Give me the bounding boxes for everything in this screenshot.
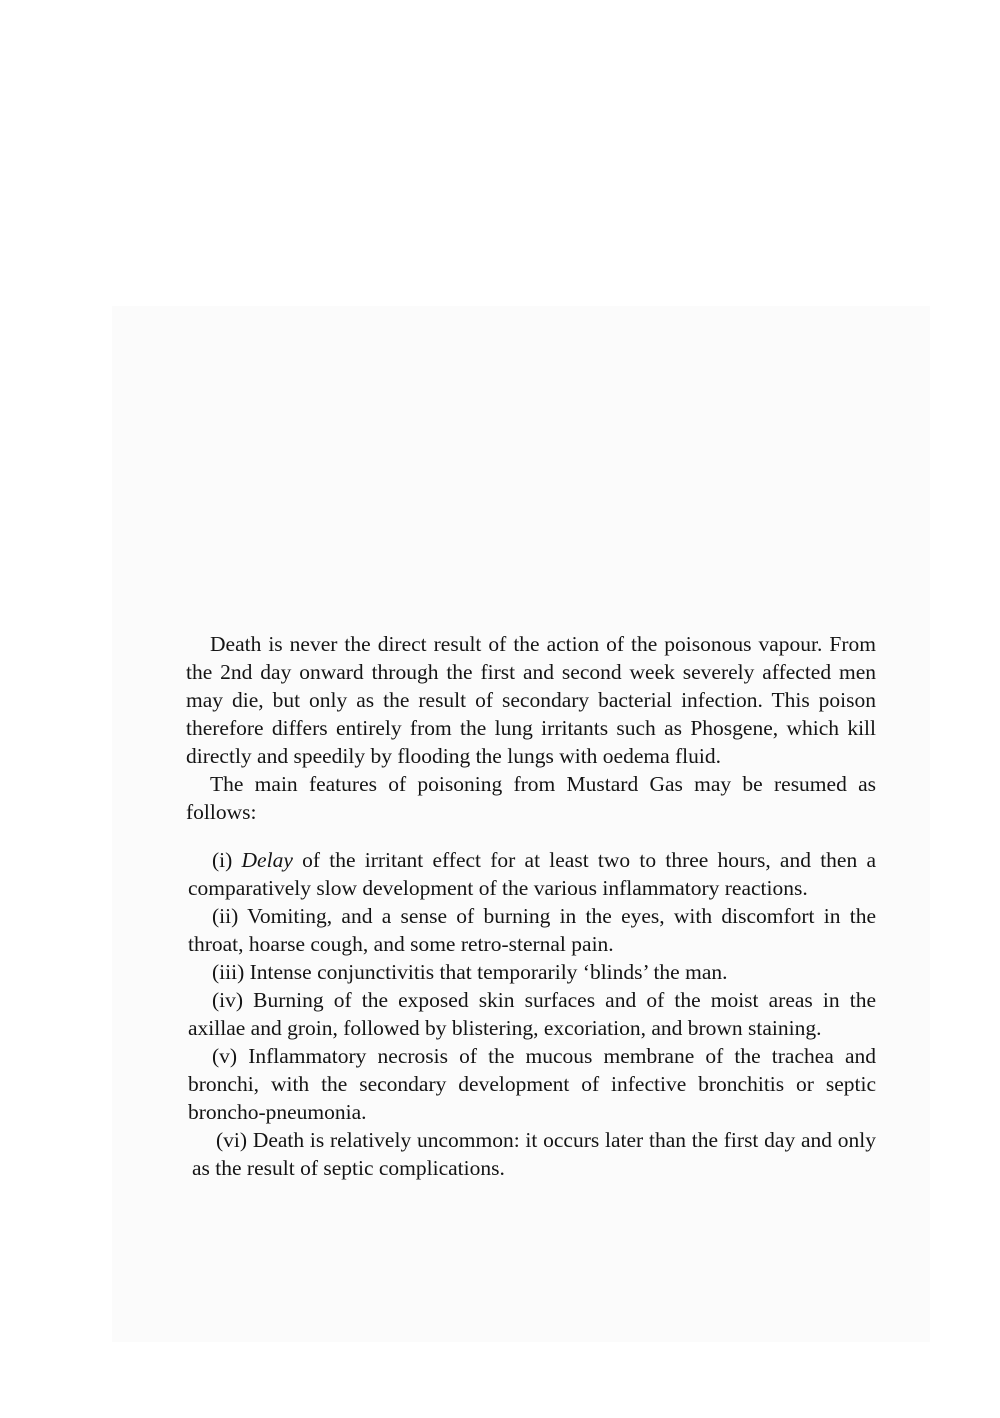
feature-text: of the irritant effect for at least two to three hours, and then a comparatively slow development of the various inflammatory reactions. [188,848,876,900]
feature-item-vomiting [186,902,876,958]
feature-text: Burning of the exposed skin surfaces and of the moist areas in the axillae and groin, followed by blistering, excoriation, and brown staining. [188,988,876,1040]
feature-numeral: (iv) [212,988,244,1012]
paragraph-death: Death is never the direct result of the action of the poisonous vapour. From the 2nd day onward through the first and second week severely affected men may die, but only as the result of secondary bacterial infection. This poison therefore differs entirely from the lung irritants such as Phosgene, which kill directly and speedily by flooding the lungs with oedema fluid. [186,632,876,768]
feature-emphasis: Delay [241,848,293,872]
feature-numeral: (vi) [216,1128,248,1152]
feature-numeral: (i) [212,848,233,872]
feature-numeral: (ii) [212,904,239,928]
feature-text: Intense conjunctivitis that temporarily ‘blinds’ the man. [249,960,728,984]
feature-item-death [186,1126,876,1182]
feature-item-delay [186,846,876,902]
document-text [186,630,876,1182]
feature-numeral: (iii) [212,960,245,984]
feature-text: Vomiting, and a sense of burning in the eyes, with discomfort in the throat, hoarse cough, and some retro-sternal pain. [188,904,876,956]
feature-item-conjunctivitis [186,958,876,986]
feature-numeral: (v) [212,1044,238,1068]
feature-item-burning [186,986,876,1042]
feature-text: Inflammatory necrosis of the mucous membrane of the trachea and bronchi, with the secondary development of infective bronchitis or septic broncho-pneumonia. [188,1044,876,1124]
feature-text: Death is relatively uncommon: it occurs later than the first day and only as the result of septic complications. [192,1128,877,1180]
feature-item-necrosis [186,1042,876,1126]
paragraph-main-features: The main features of poisoning from Mustard Gas may be resumed as follows: [186,772,876,824]
